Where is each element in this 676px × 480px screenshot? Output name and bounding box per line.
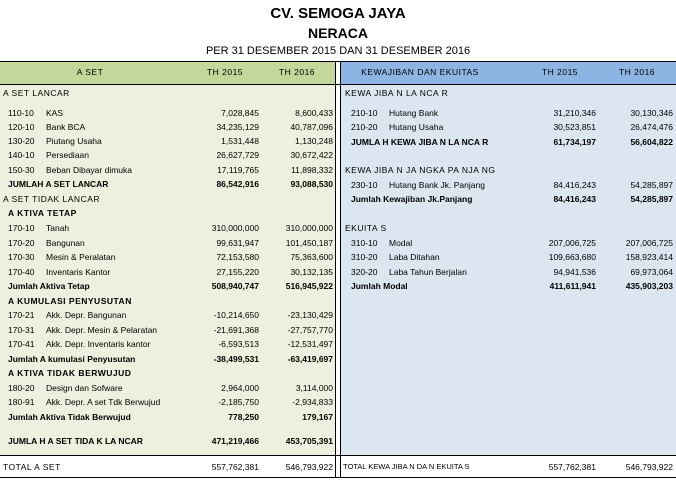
account-code: 320-20 bbox=[351, 267, 378, 277]
jumlah-aset-tidak-lancar-label: JUMLA H A SET TIDA K LA NCAR bbox=[8, 436, 143, 446]
account-name: Modal bbox=[389, 238, 413, 248]
section-kewajiban-lancar: KEWA JIBA N LA NCA R bbox=[345, 88, 449, 98]
value-2015: 207,006,725 bbox=[548, 238, 596, 248]
account-name: Bank BCA bbox=[46, 122, 86, 132]
value-2015: 26,627,729 bbox=[216, 150, 259, 160]
account-name: Inventaris Kantor bbox=[46, 267, 111, 277]
value-2015: 30,523,851 bbox=[553, 122, 596, 132]
jumlah-akumulasi-label: Jumlah A kumulasi Penyusutan bbox=[8, 354, 136, 364]
value-2015: 94,941,536 bbox=[553, 267, 596, 277]
value-2016: 8,600,433 bbox=[295, 108, 333, 118]
account-name: Akk. Depr. Mesin & Pelaratan bbox=[46, 325, 158, 335]
account-code: 170-21 bbox=[8, 310, 35, 320]
account-code: 170-40 bbox=[8, 267, 35, 277]
jumlah-aktiva-tetap-2016: 516,945,922 bbox=[285, 281, 333, 291]
jumlah-aset-tidak-lancar-2015: 471,219,466 bbox=[211, 436, 259, 446]
value-2016: -27,757,770 bbox=[287, 325, 333, 335]
account-code: 310-10 bbox=[351, 238, 378, 248]
jumlah-modal-2016: 435,903,203 bbox=[625, 281, 673, 291]
total-kewajiban-2015: 557,762,381 bbox=[548, 462, 596, 472]
account-code: 170-10 bbox=[8, 223, 35, 233]
section-aktiva-tidak-berwujud: A KTIVA TIDAK BERWUJUD bbox=[8, 368, 132, 378]
account-code: 170-30 bbox=[8, 252, 35, 262]
account-code: 120-10 bbox=[8, 122, 35, 132]
account-code: 180-91 bbox=[8, 397, 35, 407]
jumlah-tidak-berwujud-2016: 179,167 bbox=[302, 412, 333, 422]
column-header-kewajiban: KEWAJIBAN DAN EKUITAS bbox=[361, 67, 479, 77]
account-code: 170-31 bbox=[8, 325, 35, 335]
jumlah-aset-lancar-2015: 86,542,916 bbox=[216, 179, 259, 189]
section-kewajiban-jangka-panjang: KEWA JIBA N JA NGKA PA NJA NG bbox=[345, 165, 496, 175]
account-code: 210-20 bbox=[351, 122, 378, 132]
total-aset-2015: 557,762,381 bbox=[211, 462, 259, 472]
value-2016: 30,132,135 bbox=[290, 267, 333, 277]
total-aset-label: TOTAL A SET bbox=[3, 462, 61, 472]
section-ekuitas: EKUITA S bbox=[345, 223, 387, 233]
account-code: 170-20 bbox=[8, 238, 35, 248]
total-bottom-line bbox=[0, 477, 676, 478]
value-2015: -10,214,650 bbox=[213, 310, 259, 320]
account-name: Hutang Bank bbox=[389, 108, 439, 118]
value-2016: 69,973,064 bbox=[630, 267, 673, 277]
account-code: 150-30 bbox=[8, 165, 35, 175]
account-name: Mesin & Peralatan bbox=[46, 252, 116, 262]
account-name: Laba Tahun Berjalan bbox=[389, 267, 467, 277]
column-header-2015: TH 2015 bbox=[206, 67, 244, 77]
value-2015: 84,416,243 bbox=[553, 180, 596, 190]
column-header-2015-right: TH 2015 bbox=[541, 67, 579, 77]
account-name: Tanah bbox=[46, 223, 70, 233]
account-code: 310-20 bbox=[351, 252, 378, 262]
column-header-2016: TH 2016 bbox=[278, 67, 316, 77]
jumlah-aset-lancar-2016: 93,088,530 bbox=[290, 179, 333, 189]
header-bottom-line bbox=[0, 84, 676, 85]
jumlah-jangka-panjang-2016: 54,285,897 bbox=[630, 194, 673, 204]
report-period: PER 31 DESEMBER 2015 DAN 31 DESEMBER 2016 bbox=[205, 45, 471, 57]
jumlah-modal-label: Jumlah Modal bbox=[351, 281, 408, 291]
value-2015: 72,153,580 bbox=[216, 252, 259, 262]
value-2016: -12,531,497 bbox=[287, 339, 333, 349]
column-divider bbox=[335, 61, 336, 478]
value-2015: 34,235,129 bbox=[216, 122, 259, 132]
account-name: Bangunan bbox=[46, 238, 85, 248]
account-code: 210-10 bbox=[351, 108, 378, 118]
total-kewajiban-2016: 546,793,922 bbox=[625, 462, 673, 472]
jumlah-modal-2015: 411,611,941 bbox=[549, 281, 596, 291]
section-akumulasi-penyusutan: A KUMULASI PENYUSUTAN bbox=[8, 296, 132, 306]
jumlah-kewajiban-lancar-2016: 56,604,822 bbox=[630, 137, 673, 147]
jumlah-tidak-berwujud-2015: 778,250 bbox=[228, 412, 259, 422]
value-2016: -2,934,833 bbox=[292, 397, 333, 407]
value-2016: 11,898,332 bbox=[291, 165, 333, 175]
jumlah-aset-tidak-lancar-2016: 453,705,391 bbox=[285, 436, 333, 446]
section-aset-lancar: A SET LANCAR bbox=[3, 88, 70, 98]
value-2015: 31,210,346 bbox=[553, 108, 596, 118]
column-header-2016-right: TH 2016 bbox=[618, 67, 656, 77]
value-2015: 27,155,220 bbox=[216, 267, 259, 277]
value-2015: 310,000,000 bbox=[211, 223, 259, 233]
account-name: Akk. Depr. A set Tdk Berwujud bbox=[46, 397, 161, 407]
value-2015: 1,531,448 bbox=[221, 136, 259, 146]
value-2016: 207,006,725 bbox=[625, 238, 673, 248]
column-divider-right bbox=[340, 61, 341, 478]
account-code: 170-41 bbox=[8, 339, 35, 349]
value-2015: 17,119,765 bbox=[217, 165, 259, 175]
account-name: Hutang Usaha bbox=[389, 122, 444, 132]
section-aktiva-tetap: A KTIVA TETAP bbox=[8, 208, 77, 218]
total-kewajiban-label: TOTAL KEWA JIBA N DA N EKUITA S bbox=[343, 462, 470, 471]
value-2015: 99,631,947 bbox=[216, 238, 259, 248]
jumlah-akumulasi-2015: -38,499,531 bbox=[213, 354, 259, 364]
account-name: Beban Dibayar dimuka bbox=[46, 165, 132, 175]
value-2016: 30,130,346 bbox=[630, 108, 673, 118]
value-2016: 75,363,600 bbox=[290, 252, 333, 262]
section-aset-tidak-lancar: A SET TIDAK LANCAR bbox=[3, 194, 101, 204]
account-name: Design dan Sofware bbox=[46, 383, 123, 393]
report-title: NERACA bbox=[308, 25, 368, 41]
total-aset-2016: 546,793,922 bbox=[285, 462, 333, 472]
account-code: 230-10 bbox=[351, 180, 378, 190]
header-top-line bbox=[0, 61, 676, 62]
account-name: Laba Ditahan bbox=[389, 252, 440, 262]
total-top-line bbox=[0, 455, 676, 456]
company-title: CV. SEMOGA JAYA bbox=[270, 5, 406, 22]
value-2016: -23,130,429 bbox=[287, 310, 333, 320]
account-name: Akk. Depr. Bangunan bbox=[46, 310, 127, 320]
value-2016: 158,923,414 bbox=[625, 252, 673, 262]
value-2015: -2,185,750 bbox=[218, 397, 259, 407]
jumlah-jangka-panjang-label: Jumlah Kewajiban Jk.Panjang bbox=[351, 194, 473, 204]
account-code: 110-10 bbox=[8, 108, 34, 118]
jumlah-aktiva-tetap-label: Jumlah Aktiva Tetap bbox=[8, 281, 90, 291]
account-code: 130-20 bbox=[8, 136, 35, 146]
jumlah-jangka-panjang-2015: 84,416,243 bbox=[553, 194, 596, 204]
value-2015: 2,964,000 bbox=[221, 383, 259, 393]
jumlah-tidak-berwujud-label: Jumlah Aktiva Tidak Berwujud bbox=[8, 412, 131, 422]
account-name: KAS bbox=[46, 108, 64, 118]
jumlah-kewajiban-lancar-label: JUMLA H KEWA JIBA N LA NCA R bbox=[351, 137, 489, 147]
jumlah-aset-lancar-label: JUMLAH A SET LANCAR bbox=[8, 179, 109, 189]
value-2016: 1,130,248 bbox=[295, 136, 333, 146]
value-2016: 3,114,000 bbox=[295, 383, 333, 393]
value-2016: 54,285,897 bbox=[630, 180, 673, 190]
account-code: 140-10 bbox=[8, 150, 35, 160]
account-name: Persediaan bbox=[46, 150, 90, 160]
value-2016: 30,672,422 bbox=[290, 150, 333, 160]
jumlah-kewajiban-lancar-2015: 61,734,197 bbox=[553, 137, 596, 147]
jumlah-akumulasi-2016: -63,419,697 bbox=[287, 354, 333, 364]
value-2015: 7,028,845 bbox=[221, 108, 259, 118]
account-name: Akk. Depr. Inventaris kantor bbox=[46, 339, 151, 349]
value-2015: -21,691,368 bbox=[213, 325, 259, 335]
column-header-aset: A SET bbox=[76, 67, 104, 77]
value-2016: 101,450,187 bbox=[285, 238, 333, 248]
jumlah-aktiva-tetap-2015: 508,940,747 bbox=[211, 281, 259, 291]
value-2016: 26,474,476 bbox=[630, 122, 673, 132]
value-2015: -6,593,513 bbox=[218, 339, 259, 349]
account-name: Hutang Bank Jk. Panjang bbox=[389, 180, 485, 190]
value-2015: 109,663,680 bbox=[548, 252, 596, 262]
account-code: 180-20 bbox=[8, 383, 35, 393]
value-2016: 40,787,096 bbox=[290, 122, 333, 132]
value-2016: 310,000,000 bbox=[285, 223, 333, 233]
account-name: Piutang Usaha bbox=[46, 136, 102, 146]
